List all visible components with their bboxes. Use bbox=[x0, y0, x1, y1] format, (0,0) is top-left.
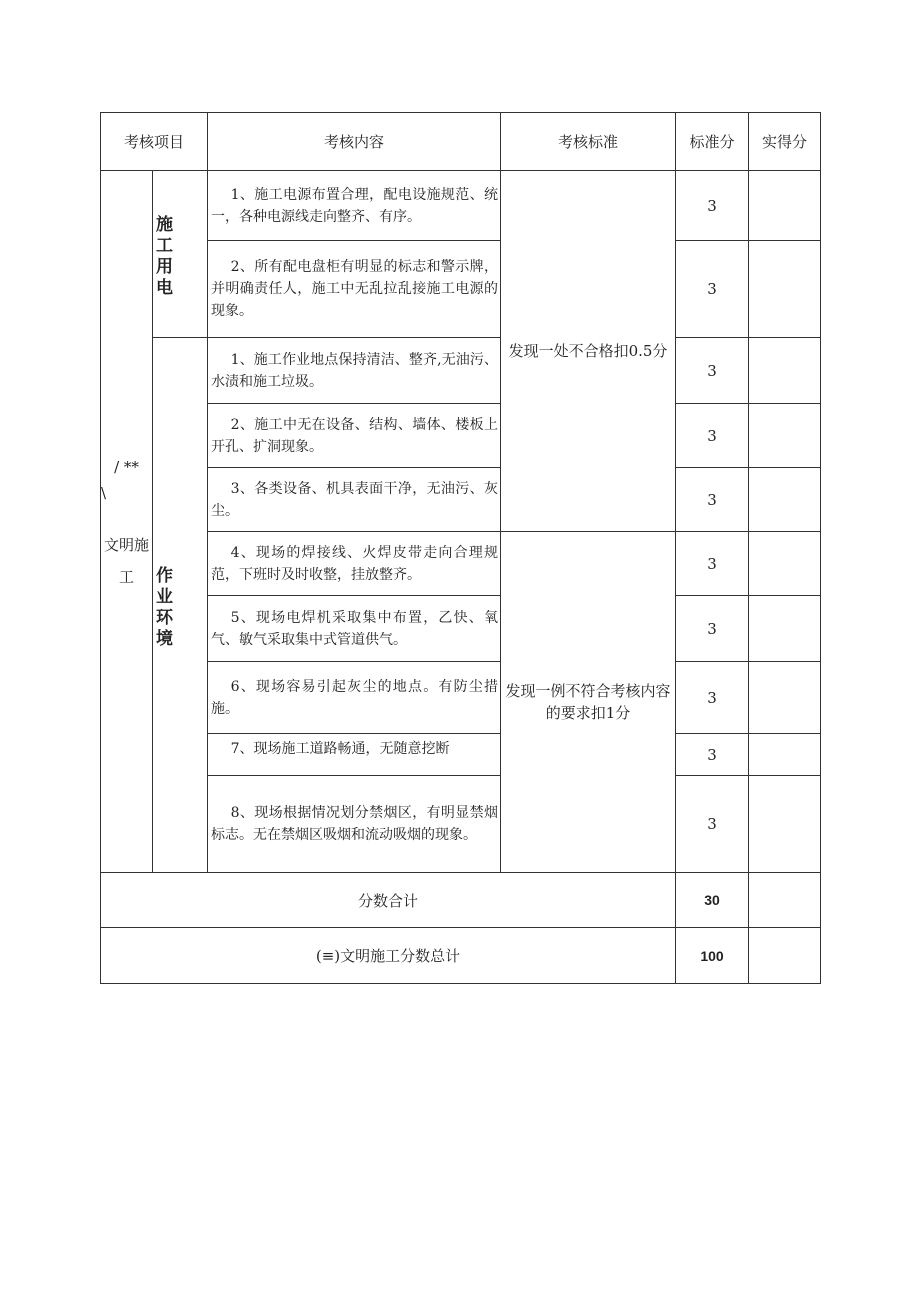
subtotal-actual-cell[interactable] bbox=[749, 873, 821, 928]
header-standard: 考核标准 bbox=[501, 113, 676, 171]
row-score: 3 bbox=[676, 241, 749, 338]
assessment-sheet bbox=[100, 112, 821, 984]
table-row bbox=[101, 404, 821, 468]
subtotal-label: 分数合计 bbox=[101, 873, 676, 928]
row-content: 4、现场的焊接线、火焊皮带走向合理规范，下班时及时收整，挂放整齐。 bbox=[208, 532, 501, 596]
subtotal-value: 30 bbox=[676, 873, 749, 928]
actual-score-cell[interactable] bbox=[749, 662, 821, 734]
row-content: 2、施工中无在设备、结构、墙体、楼板上开孔、扩洞现象。 bbox=[208, 404, 501, 468]
category-name-line1: 文明施 bbox=[103, 535, 149, 554]
actual-score-cell[interactable] bbox=[749, 404, 821, 468]
table-row bbox=[101, 468, 821, 532]
actual-score-cell[interactable] bbox=[749, 338, 821, 404]
actual-score-cell[interactable] bbox=[749, 171, 821, 241]
table-row bbox=[101, 734, 821, 776]
category-name-line2: 工 bbox=[118, 567, 134, 586]
row-score: 3 bbox=[676, 171, 749, 241]
assessment-table bbox=[100, 112, 821, 984]
header-item: 考核项目 bbox=[101, 113, 208, 171]
row-score: 3 bbox=[676, 734, 749, 776]
header-actual-score: 实得分 bbox=[749, 113, 821, 171]
table-row bbox=[101, 241, 821, 338]
table-row bbox=[101, 532, 821, 596]
category-slash: \ bbox=[101, 483, 107, 502]
standard-first: 发现一处不合格扣0.5分 bbox=[501, 171, 676, 532]
header-row bbox=[101, 113, 821, 171]
row-content: 1、施工作业地点保持清洁、整齐,无油污、水渍和施工垃圾。 bbox=[208, 338, 501, 404]
actual-score-cell[interactable] bbox=[749, 241, 821, 338]
table-row bbox=[101, 662, 821, 734]
actual-score-cell[interactable] bbox=[749, 596, 821, 662]
actual-score-cell[interactable] bbox=[749, 468, 821, 532]
standard-second: 发现一例不符合考核内容的要求扣1分 bbox=[501, 532, 676, 873]
row-content: 7、现场施工道路畅通，无随意挖断 bbox=[208, 734, 501, 776]
subcategory-work-environment: 作 业 环 境 bbox=[153, 338, 208, 873]
row-content: 2、所有配电盘柜有明显的标志和警示牌，并明确责任人，施工中无乱拉乱接施工电源的现象。 bbox=[208, 241, 501, 338]
actual-score-cell[interactable] bbox=[749, 776, 821, 873]
table-row bbox=[101, 596, 821, 662]
subcategory-power: 施 工 用 电 bbox=[153, 171, 208, 338]
category-civilized-construction bbox=[101, 171, 153, 873]
row-score: 3 bbox=[676, 596, 749, 662]
row-score: 3 bbox=[676, 776, 749, 873]
row-score: 3 bbox=[676, 468, 749, 532]
grand-total-actual-cell[interactable] bbox=[749, 928, 821, 984]
category-symbol: / ** bbox=[114, 457, 139, 476]
row-score: 3 bbox=[676, 532, 749, 596]
table-row bbox=[101, 171, 821, 241]
table-row bbox=[101, 776, 821, 873]
row-content: 8、现场根据情况划分禁烟区，有明显禁烟标志。无在禁烟区吸烟和流动吸烟的现象。 bbox=[208, 776, 501, 873]
header-standard-score: 标准分 bbox=[676, 113, 749, 171]
row-score: 3 bbox=[676, 662, 749, 734]
actual-score-cell[interactable] bbox=[749, 532, 821, 596]
row-content: 1、施工电源布置合理，配电设施规范、统一，各种电源线走向整齐、有序。 bbox=[208, 171, 501, 241]
grand-total-label: (≡)文明施工分数总计 bbox=[101, 928, 676, 984]
row-score: 3 bbox=[676, 338, 749, 404]
row-content: 3、各类设备、机具表面干净，无油污、灰尘。 bbox=[208, 468, 501, 532]
grand-total-value: 100 bbox=[676, 928, 749, 984]
row-content: 5、现场电焊机采取集中布置，乙快、氧气、敏气采取集中式管道供气。 bbox=[208, 596, 501, 662]
grand-total-row bbox=[101, 928, 821, 984]
row-content: 6、现场容易引起灰尘的地点。有防尘措施。 bbox=[208, 662, 501, 734]
subtotal-row bbox=[101, 873, 821, 928]
actual-score-cell[interactable] bbox=[749, 734, 821, 776]
row-score: 3 bbox=[676, 404, 749, 468]
header-content: 考核内容 bbox=[208, 113, 501, 171]
table-row bbox=[101, 338, 821, 404]
